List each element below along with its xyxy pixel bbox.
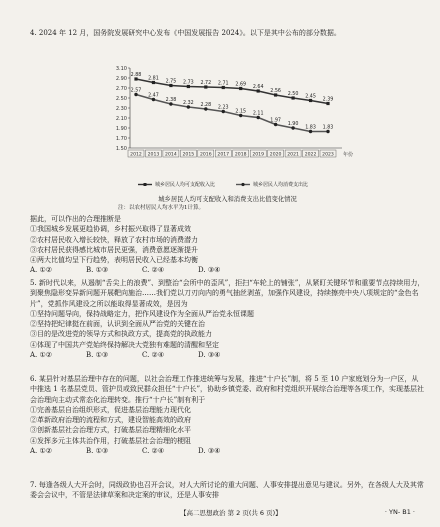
y-tick-label: 2.70: [115, 85, 127, 92]
data-label: 2.72: [200, 81, 212, 86]
option-item: ①坚持问题导向，保持战略定力，把作风建设作为全面从严治党永恒课题: [30, 309, 254, 318]
option-item: ②革新政府治理的流程和方式，建设智能高效的政府: [30, 416, 191, 425]
y-tick-label: 2.30: [115, 105, 127, 112]
option-item: ④体现了中国共产党始终保持解决大党独有难题的清醒和坚定: [30, 340, 219, 349]
chart-legend: [138, 181, 308, 188]
data-label: 2.73: [183, 80, 194, 86]
choice-d: D. ③④: [198, 447, 221, 456]
data-label: 1.90: [287, 122, 299, 127]
y-tick-label: 1.90: [115, 125, 127, 132]
legend-label: 城乡居民人均可支配收入比: [155, 182, 216, 188]
footer-right: · YN- B1 ·: [384, 508, 415, 516]
y-tick-label: 2.90: [115, 75, 127, 82]
choice-b: B. ①③: [86, 351, 109, 360]
data-label: 2.11: [252, 111, 264, 117]
option-item: ③创新基层社会治理方式，打破基层治理精细化水平: [30, 426, 191, 435]
choice-a: A. ①②: [30, 447, 53, 456]
y-tick-label: 1.70: [115, 135, 127, 142]
legend-label: 城乡居民人均消费支出比: [253, 182, 309, 188]
line-chart: [108, 64, 352, 196]
choice-a: A. ①②: [30, 266, 53, 275]
x-tick-label: 2019: [252, 152, 265, 158]
x-tick-label: 2023: [322, 152, 334, 158]
x-tick-label: 2015: [182, 152, 195, 158]
data-label: 2.69: [235, 82, 247, 88]
data-label: 2.47: [148, 93, 159, 99]
x-tick-label: 2018: [234, 152, 247, 158]
x-tick-label: 2020: [269, 152, 282, 158]
question-stem: 7. 每逢各级人大开会时，同级政协也召开会议，对人大所讨论的重大问题、人事安排提出意见与建议。另外，在各级人大及其常委会会议中，不管是法律草案和决定案的审议，还是人事安排: [30, 481, 424, 500]
chart-note: 注：以农村居民人均水平为1计算。: [118, 205, 205, 211]
legend-marker: [241, 183, 244, 186]
x-tick-label: 2017: [217, 152, 230, 158]
data-label: 2.45: [305, 94, 316, 100]
question-stem: 5. 新时代以来，从遏制“舌尖上的浪费”、到整治“会所中的歪风”，拒扫“车轮上的铺张”，从紧盯关键环节和重要节点持续用力，到聚焦隐形变异新问题开展靶向施治……我们党以刀刃向内的勇气抽丝剥茧，加强作风建设，持续擦亮中央八项规定的“金色名片”，党抓作风建设之所以能取得显著成效，是因为: [30, 279, 425, 308]
answer-choices: [30, 446, 425, 456]
data-label: 2.75: [165, 79, 177, 85]
data-label: 2.39: [322, 97, 334, 103]
x-tick-label: 2013: [147, 152, 160, 158]
question-7: [30, 480, 425, 501]
chart-series: [131, 72, 334, 133]
data-label: 1.83: [305, 125, 316, 131]
data-label: 2.56: [270, 89, 281, 94]
option-item: ④发挥多元主体共治作用，打破基层社会治理的梗阻: [30, 436, 191, 445]
question-5: [30, 278, 425, 360]
data-label: 2.57: [130, 88, 142, 94]
choice-c: C. ②④: [142, 351, 165, 360]
choice-b: B. ①③: [86, 447, 109, 456]
data-label: 2.64: [252, 85, 264, 90]
question-6: [30, 374, 425, 456]
question-4: [30, 28, 425, 38]
data-label: 2.50: [287, 92, 299, 97]
choice-a: A. ①②: [30, 351, 53, 360]
option-item: ③目的是改进党的领导方式和执政方式，提高党的执政能力: [30, 330, 212, 339]
footer-center: 【高二思想政治 第 2 页(共 6 页)】: [180, 509, 282, 517]
question-4-body: [30, 214, 425, 276]
choice-c: C. ②④: [142, 447, 165, 456]
x-tick-label: 2022: [304, 152, 317, 158]
choice-d: D. ③④: [198, 266, 221, 275]
option-item: ④两大比值均呈下行趋势，表明居民收入已经基本均衡: [30, 256, 198, 265]
data-label: 2.81: [148, 76, 159, 82]
x-axis-label: 年份: [342, 152, 354, 158]
data-label: 1.97: [270, 118, 281, 124]
y-tick-label: 2.10: [115, 115, 127, 122]
chart-note-block: [118, 204, 318, 212]
chart-caption-block: [30, 195, 425, 204]
data-label: 2.38: [165, 98, 177, 103]
option-item: ②坚持把纪律挺在前面，认识到全面从严治党的关键在治: [30, 320, 205, 329]
legend-marker: [144, 183, 147, 186]
data-label: 2.28: [200, 103, 212, 108]
question-stem: 4. 2024 年 12 月，国务院发展研究中心发布《中国发展报告 2024》。以下是其中公布的部分数据。: [30, 29, 341, 37]
choice-c: C. ②④: [142, 266, 165, 275]
data-label: 2.15: [235, 109, 247, 115]
option-item: ①我国城乡发展更趋协调，乡村振兴取得了显著成效: [30, 225, 191, 234]
data-label: 1.83: [322, 125, 334, 131]
x-tick-label: 2016: [199, 152, 212, 158]
question-stem: 6. 某县针对基层治理中存在的问题，以社会治理工作推进统筹与发展，推进“十户长”制，将 5 至 10 户家庭划分为一户区，从中推选 1 名基层党员、管护员或致民群众担任“十户长”，协助乡镇党委、政府和村党组织开展综合治理等各项工作，实现基层社会治理向主动式常态化治理转变。推行“十户长”制有利于: [30, 375, 425, 404]
y-tick-label: 1.50: [115, 145, 127, 152]
data-label: 2.88: [130, 73, 142, 78]
option-item: ②农村居民收入增长较快，释放了农村市场的消费潜力: [30, 235, 198, 244]
x-tick-label: 2012: [130, 152, 142, 158]
x-tick-label: 2014: [165, 152, 177, 158]
chart-caption: 城乡居民人均可支配收入和消费支出比值变化情况: [158, 196, 297, 203]
choice-d: D. ③④: [198, 351, 221, 360]
question-intro: 据此，可以作出的合理推断是: [30, 215, 121, 223]
choice-b: B. ①③: [86, 266, 109, 275]
option-item: ③农村居民获得感比城市居民更强，消费意愿逐渐提升: [30, 245, 198, 254]
data-label: 2.71: [217, 81, 229, 87]
x-tick-label: 2021: [287, 152, 299, 158]
y-tick-label: 2.50: [115, 95, 127, 102]
answer-choices: [30, 265, 425, 275]
answer-choices: [30, 350, 425, 360]
data-label: 2.32: [183, 101, 194, 106]
y-tick-label: 3.10: [115, 65, 127, 72]
data-label: 2.23: [217, 105, 229, 111]
option-item: ①完善基层自治组织形式，促进基层治理能力现代化: [30, 405, 191, 414]
